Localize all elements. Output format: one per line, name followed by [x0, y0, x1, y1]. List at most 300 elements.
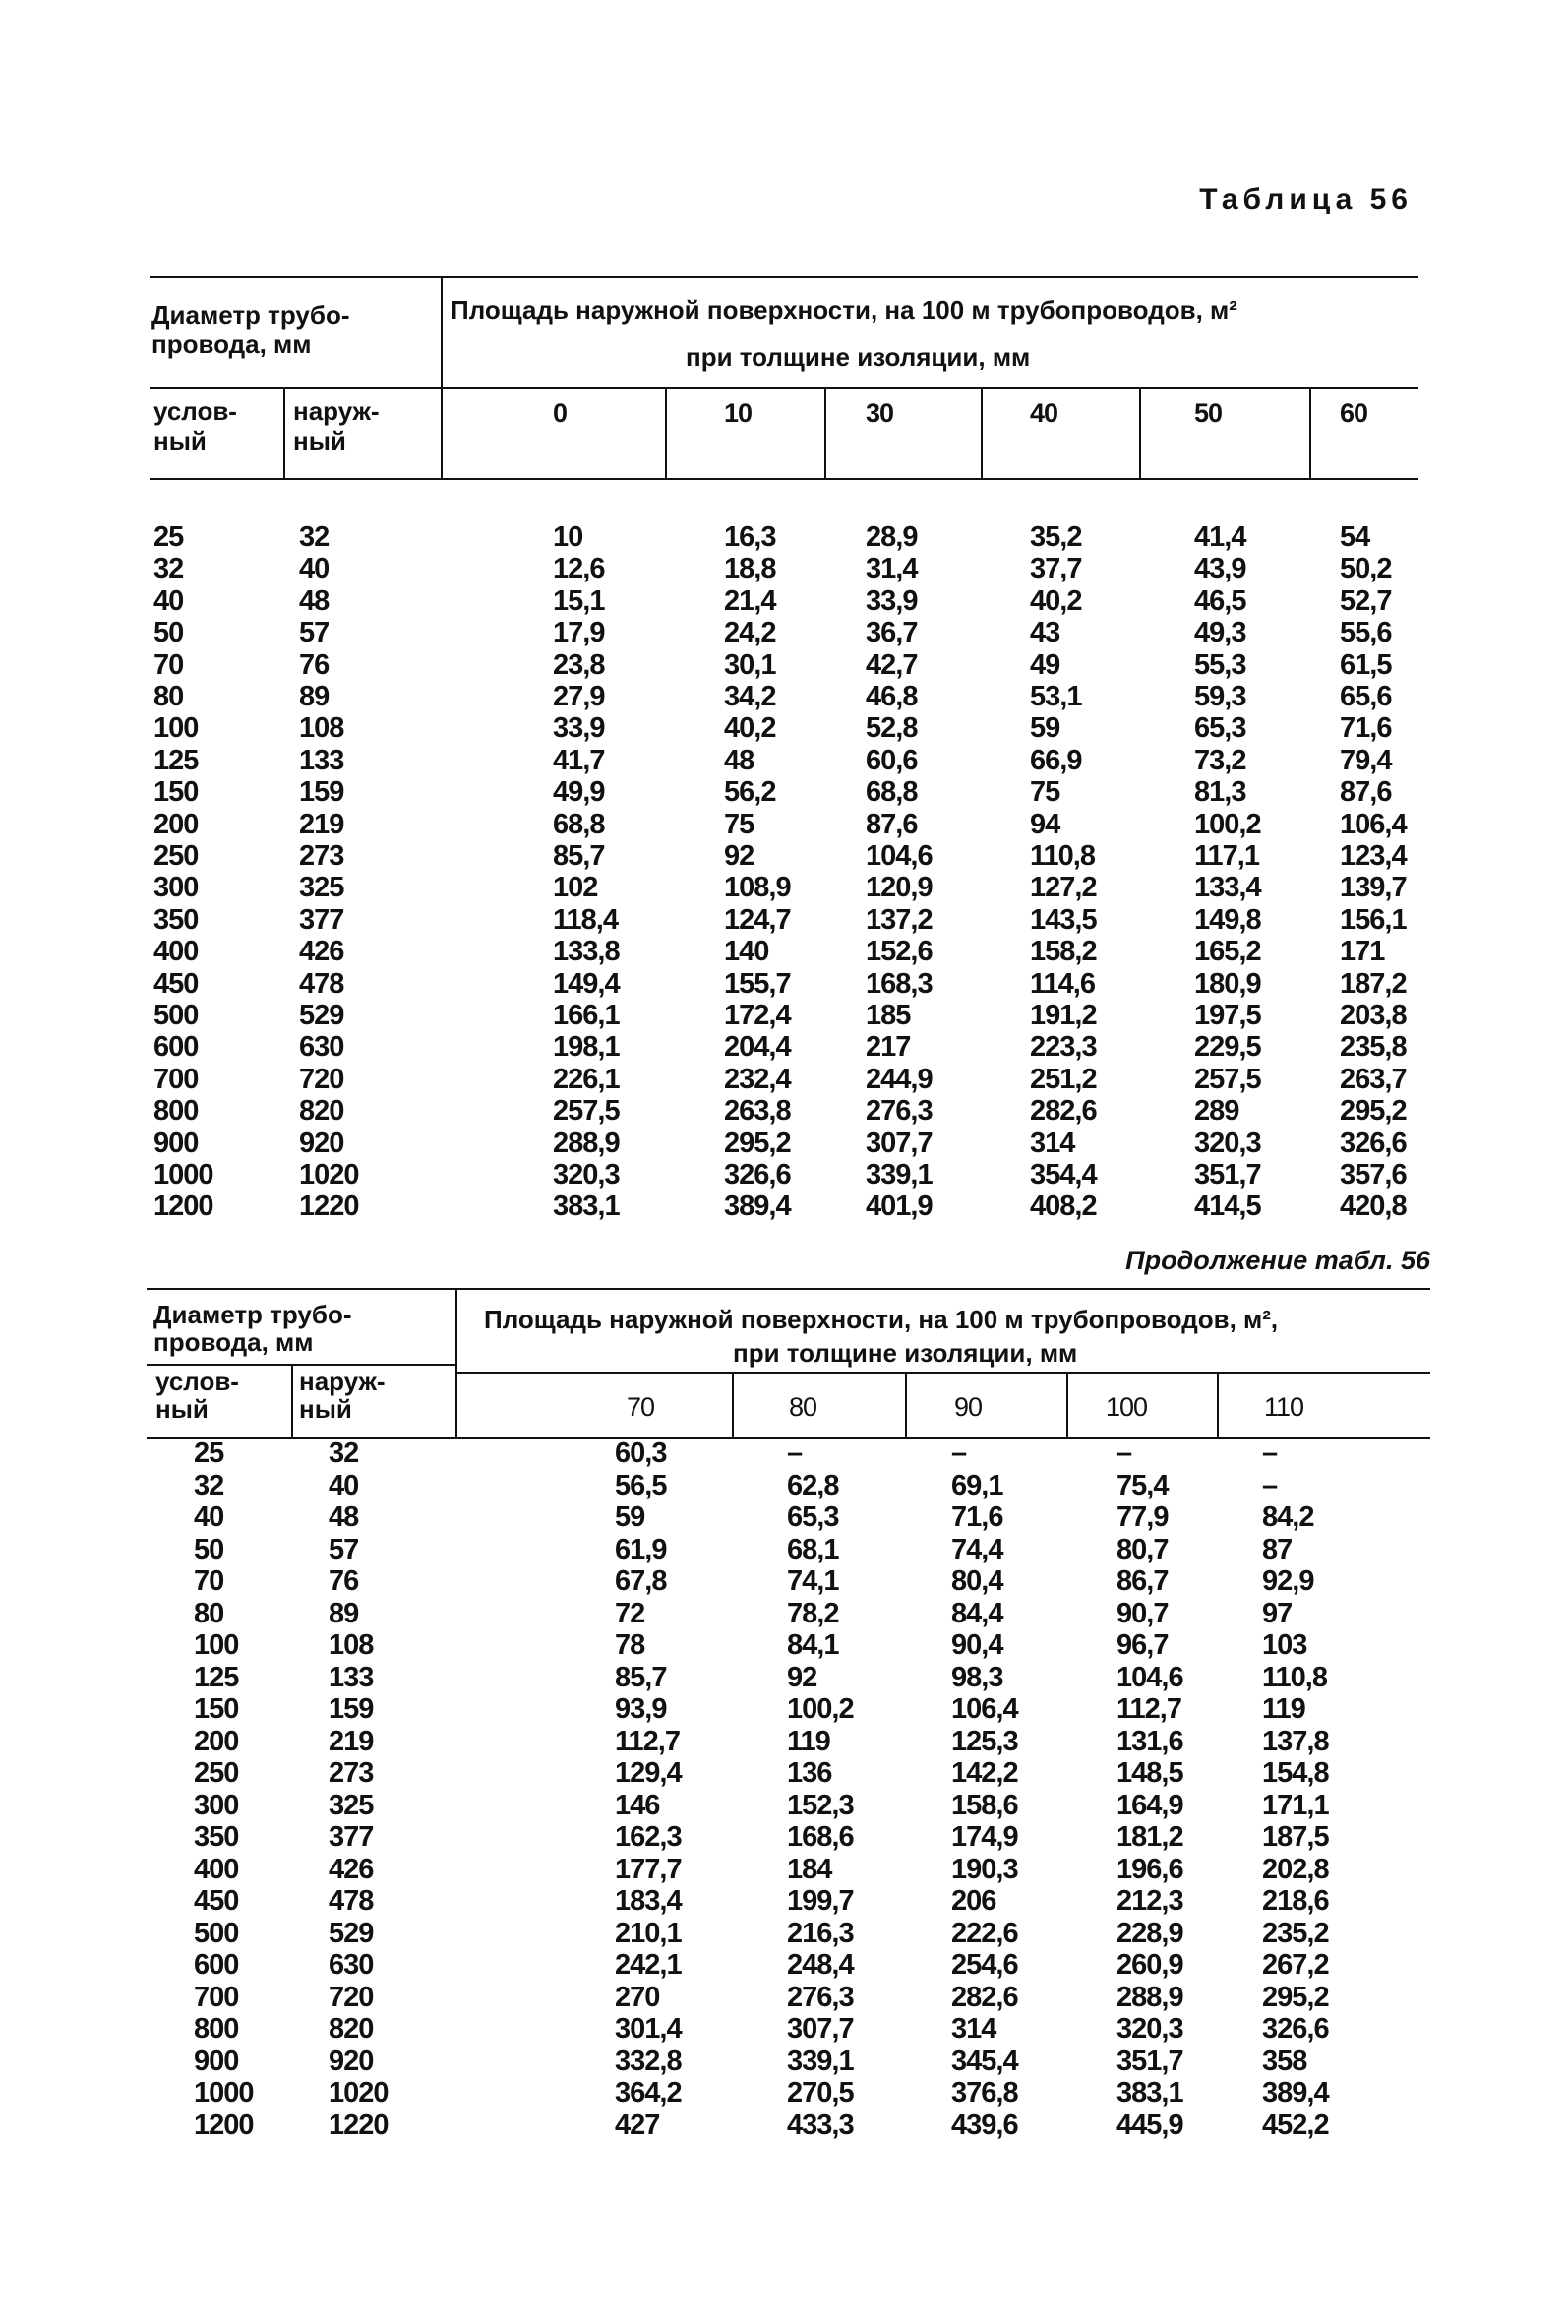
table-cell: 320,3	[1116, 2013, 1183, 2045]
table-cell: 204,4	[724, 1031, 791, 1064]
table-cell: 23,8	[553, 648, 605, 681]
rule	[441, 278, 443, 480]
table-cell: 137,2	[866, 903, 933, 936]
table-cell: 52,8	[866, 712, 918, 745]
table-cell: 325	[329, 1789, 374, 1821]
thickness-header: 100	[1106, 1392, 1148, 1422]
thickness-header: 80	[789, 1392, 817, 1422]
table-cell: 36,7	[866, 617, 918, 649]
table-cell: 56,5	[615, 1469, 667, 1501]
table-cell: 171	[1340, 936, 1385, 968]
table-cell: 108,9	[724, 872, 791, 904]
table-cell: 92,9	[1262, 1565, 1314, 1597]
header-line: Диаметр трубо-	[153, 1300, 352, 1329]
table-cell: 254,6	[951, 1949, 1018, 1981]
table-cell: 75,4	[1116, 1469, 1169, 1501]
rule	[665, 389, 667, 480]
table-cell: –	[787, 1437, 803, 1469]
table-cell: 1000	[194, 2077, 254, 2109]
table-cell: 377	[329, 1821, 374, 1853]
table-cell: 345,4	[951, 2045, 1018, 2077]
table-cell: 40	[153, 584, 184, 617]
table-cell: 171,1	[1262, 1789, 1329, 1821]
table-cell: 630	[299, 1031, 344, 1064]
table-cell: 125	[194, 1661, 239, 1693]
table-cell: 108	[299, 712, 344, 745]
col-outer	[299, 1368, 386, 1423]
area-header-line-1: Площадь наружной поверхности, на 100 м трубопроводов, м²,	[484, 1305, 1279, 1334]
table-cell: 133,8	[553, 936, 620, 968]
table-cell: 260,9	[1116, 1949, 1183, 1981]
table-cell: 78	[615, 1629, 645, 1661]
rule	[1066, 1374, 1068, 1437]
table-cell: 426	[299, 936, 344, 968]
table-cell: 120,9	[866, 872, 933, 904]
table-cell: 68,8	[553, 808, 605, 840]
table-cell: 68,1	[787, 1533, 839, 1565]
table-cell: 49,9	[553, 776, 605, 809]
table-cell: 198,1	[553, 1031, 620, 1064]
table-cell: 85,7	[615, 1661, 667, 1693]
table-cell: 300	[153, 872, 199, 904]
table-cell: 800	[153, 1095, 199, 1128]
table-cell: 820	[299, 1095, 344, 1128]
area-header-line-2: при толщине изоляции, мм	[686, 342, 1031, 372]
table-cell: 71,6	[951, 1501, 1003, 1533]
table-cell: 133	[329, 1661, 374, 1693]
table-cell: 700	[153, 1063, 199, 1095]
table-cell: 162,3	[615, 1821, 682, 1853]
table-cell: 376,8	[951, 2077, 1018, 2109]
table-cell: 25	[194, 1437, 224, 1469]
table-cell: 295,2	[1340, 1095, 1407, 1128]
table-cell: 288,9	[1116, 1981, 1183, 2013]
table-cell: 46,5	[1194, 584, 1246, 617]
table-cell: 48	[724, 744, 754, 776]
thickness-header: 90	[954, 1392, 983, 1422]
table-cell: 389,4	[1262, 2077, 1329, 2109]
table-cell: 191,2	[1030, 1000, 1097, 1031]
table-cell: 203,8	[1340, 1000, 1407, 1031]
header-line: Диаметр трубо-	[151, 300, 350, 330]
table-cell: 295,2	[1262, 1981, 1329, 2013]
table-cell: 129,4	[615, 1757, 682, 1789]
table-cell: 216,3	[787, 1917, 854, 1949]
table-cell: 96,7	[1116, 1629, 1169, 1661]
table-cell: 219	[299, 808, 344, 840]
table-cell: 263,8	[724, 1095, 791, 1128]
table-cell: 43	[1030, 617, 1060, 649]
table-cell: 97	[1262, 1597, 1293, 1629]
table-cell: 420,8	[1340, 1191, 1407, 1223]
table-cell: 37,7	[1030, 553, 1082, 585]
header-line: ный	[153, 426, 207, 456]
table-cell: –	[1116, 1437, 1132, 1469]
table-cell: 80,4	[951, 1565, 1003, 1597]
header-line: провода, мм	[153, 1327, 314, 1357]
table-cell: 76	[299, 648, 330, 681]
table-cell: 69,1	[951, 1469, 1003, 1501]
table-cell: 267,2	[1262, 1949, 1329, 1981]
rule	[824, 389, 826, 480]
table-cell: 89	[329, 1597, 359, 1629]
table-cell: 257,5	[1194, 1063, 1261, 1095]
table-cell: 152,6	[866, 936, 933, 968]
table-cell: 307,7	[787, 2013, 854, 2045]
table-cell: 100	[153, 712, 199, 745]
table-cell: 185	[866, 1000, 911, 1031]
table-cell: 57	[329, 1533, 359, 1565]
table-cell: 174,9	[951, 1821, 1018, 1853]
table-cell: 52,7	[1340, 584, 1392, 617]
table-cell: 218,6	[1262, 1885, 1329, 1917]
diameter-header	[153, 1301, 352, 1356]
diameter-header	[151, 300, 350, 359]
table-cell: 137,8	[1262, 1725, 1329, 1757]
table-cell: 32	[329, 1437, 359, 1469]
table-cell: 84,4	[951, 1597, 1003, 1629]
table-cell: 79,4	[1340, 744, 1392, 776]
table-cell: 70	[194, 1565, 224, 1597]
table-cell: 181,2	[1116, 1821, 1183, 1853]
table-cell: 229,5	[1194, 1031, 1261, 1064]
table-cell: 77,9	[1116, 1501, 1169, 1533]
table-cell: 18,8	[724, 553, 776, 585]
table-cell: 450	[194, 1885, 239, 1917]
table-cell: 59	[1030, 712, 1060, 745]
table-cell: 33,9	[553, 712, 605, 745]
table-cell: 53,1	[1030, 681, 1082, 712]
table-cell: 383,1	[553, 1191, 620, 1223]
table-cell: 242,1	[615, 1949, 682, 1981]
table-cell: 251,2	[1030, 1063, 1097, 1095]
table-cell: 200	[153, 808, 199, 840]
table-cell: 326,6	[1340, 1127, 1407, 1159]
table-cell: 34,2	[724, 681, 776, 712]
table-cell: 190,3	[951, 1853, 1018, 1885]
table-cell: 104,6	[866, 840, 933, 872]
area-header-line-2: при толщине изоляции, мм	[733, 1338, 1078, 1368]
table-cell: 358	[1262, 2045, 1307, 2077]
table-cell: 164,9	[1116, 1789, 1183, 1821]
table-cell: 57	[299, 617, 330, 649]
table-cell: 288,9	[553, 1127, 620, 1159]
table-cell: 228,9	[1116, 1917, 1183, 1949]
table-cell: 102	[553, 872, 598, 904]
table-cell: 156,1	[1340, 903, 1407, 936]
table-cell: 143,5	[1030, 903, 1097, 936]
table-cell: 295,2	[724, 1127, 791, 1159]
table-cell: 1200	[194, 2109, 254, 2141]
table-cell: 90,7	[1116, 1597, 1169, 1629]
table-cell: 150	[153, 776, 199, 809]
table-cell: 426	[329, 1853, 374, 1885]
table-cell: 500	[153, 1000, 199, 1031]
table-cell: 48	[299, 584, 330, 617]
rule	[150, 387, 1418, 389]
table-cell: 112,7	[615, 1725, 680, 1757]
table-cell: 40	[329, 1469, 359, 1501]
table-cell: 87,6	[866, 808, 918, 840]
table-cell: 84,1	[787, 1629, 839, 1661]
table-cell: 920	[299, 1127, 344, 1159]
table-cell: 90,4	[951, 1629, 1003, 1661]
table-cell: 184	[787, 1853, 832, 1885]
table-cell: 131,6	[1116, 1725, 1183, 1757]
table-cell: 119	[787, 1725, 830, 1757]
table-cell: 32	[194, 1469, 224, 1501]
table-cell: 12,6	[553, 553, 605, 585]
table-cell: 445,9	[1116, 2109, 1183, 2141]
table-cell: 140	[724, 936, 769, 968]
table-cell: 152,3	[787, 1789, 854, 1821]
header-line: услов-	[155, 1367, 239, 1396]
table-cell: 700	[194, 1981, 239, 2013]
table-cell: 75	[724, 808, 754, 840]
table-cell: 427	[615, 2109, 660, 2141]
table-cell: 339,1	[787, 2045, 854, 2077]
table-cell: 125,3	[951, 1725, 1018, 1757]
table-cell: 202,8	[1262, 1853, 1329, 1885]
table-cell: 1200	[153, 1191, 213, 1223]
table-cell: 351,7	[1194, 1159, 1261, 1191]
table-cell: 27,9	[553, 681, 605, 712]
table-cell: 257,5	[553, 1095, 620, 1128]
table-cell: 154,8	[1262, 1757, 1329, 1789]
table-cell: 900	[153, 1127, 199, 1159]
table-cell: 177,7	[615, 1853, 682, 1885]
rule	[147, 1288, 1430, 1290]
rule	[150, 478, 1418, 480]
col-outer	[293, 397, 380, 456]
table-cell: 600	[194, 1949, 239, 1981]
rule	[147, 1364, 455, 1366]
thickness-header: 10	[724, 398, 753, 428]
table-cell: 1220	[299, 1191, 359, 1223]
thickness-header: 70	[627, 1392, 655, 1422]
table-cell: 301,4	[615, 2013, 682, 2045]
rule	[732, 1374, 734, 1437]
table-cell: 720	[299, 1063, 344, 1095]
table-cell: 408,2	[1030, 1191, 1097, 1223]
table-cell: 92	[787, 1661, 817, 1693]
table-cell: 104,6	[1116, 1661, 1183, 1693]
table-cell: 49,3	[1194, 617, 1246, 649]
table-cell: 16,3	[724, 521, 776, 553]
table-cell: 41,7	[553, 744, 605, 776]
table-cell: 217	[866, 1031, 911, 1064]
table-cell: 1020	[299, 1159, 359, 1191]
table-cell: 300	[194, 1789, 239, 1821]
table-cell: 25	[153, 521, 184, 553]
col-conditional	[153, 397, 237, 456]
thickness-header: 40	[1030, 398, 1058, 428]
table-cell: 35,2	[1030, 521, 1082, 553]
table-cell: 187,2	[1340, 967, 1407, 1000]
table-cell: 110,8	[1262, 1661, 1327, 1693]
table-cell: 73,2	[1194, 744, 1246, 776]
table-cell: 123,4	[1340, 840, 1407, 872]
table-cell: 136	[787, 1757, 832, 1789]
table-cell: 142,2	[951, 1757, 1018, 1789]
table-cell: 529	[329, 1917, 374, 1949]
table-cell: 196,6	[1116, 1853, 1183, 1885]
table-cell: 87,6	[1340, 776, 1392, 809]
table-cell: 282,6	[951, 1981, 1018, 2013]
table-cell: 159	[299, 776, 344, 809]
rule	[291, 1366, 293, 1437]
rule	[981, 389, 983, 480]
table-cell: 199,7	[787, 1885, 854, 1917]
table-cell: 117,1	[1194, 840, 1259, 872]
table-cell: 118,4	[553, 903, 618, 936]
table-cell: 67,8	[615, 1565, 667, 1597]
table-cell: 32	[153, 553, 184, 585]
rule	[283, 389, 285, 480]
rule	[455, 1290, 457, 1437]
table-cell: 61,5	[1340, 648, 1392, 681]
table-cell: 1020	[329, 2077, 389, 2109]
table-cell: 80,7	[1116, 1533, 1169, 1565]
table-cell: 820	[329, 2013, 374, 2045]
table-cell: 155,7	[724, 967, 791, 1000]
table-cell: 478	[329, 1885, 374, 1917]
table-cell: 187,5	[1262, 1821, 1329, 1853]
header-line: ный	[299, 1394, 352, 1424]
table-cell: 250	[194, 1757, 239, 1789]
table-cell: 325	[299, 872, 344, 904]
table-cell: 87	[1262, 1533, 1293, 1565]
area-header-line-1: Площадь наружной поверхности, на 100 м трубопроводов, м²	[451, 295, 1237, 325]
table-cell: 46,8	[866, 681, 918, 712]
table-cell: 89	[299, 681, 330, 712]
table-cell: 232,4	[724, 1063, 791, 1095]
thickness-header: 50	[1194, 398, 1223, 428]
table-cell: 54	[1340, 521, 1370, 553]
table-cell: 273	[329, 1757, 374, 1789]
header-line: ный	[293, 426, 346, 456]
table-cell: 351,7	[1116, 2045, 1183, 2077]
table-cell: 452,2	[1262, 2109, 1329, 2141]
table-cell: 50	[194, 1533, 224, 1565]
table-cell: 127,2	[1030, 872, 1097, 904]
table-cell: 364,2	[615, 2077, 682, 2109]
table-cell: 49	[1030, 648, 1060, 681]
table-cell: 42,7	[866, 648, 918, 681]
table-cell: 235,2	[1262, 1917, 1329, 1949]
table-cell: 276,3	[866, 1095, 933, 1128]
table-cell: 92	[724, 840, 754, 872]
table-cell: 168,3	[866, 967, 933, 1000]
table-cell: 55,3	[1194, 648, 1246, 681]
table-cell: 263,7	[1340, 1063, 1407, 1095]
rule	[455, 1372, 1430, 1374]
table-cell: 1220	[329, 2109, 389, 2141]
table-cell: 200	[194, 1725, 239, 1757]
table-cell: 720	[329, 1981, 374, 2013]
table-cell: 357,6	[1340, 1159, 1407, 1191]
table-cell: 60,6	[866, 744, 918, 776]
table-cell: 70	[153, 648, 184, 681]
rule	[1139, 389, 1141, 480]
table-cell: 320,3	[1194, 1127, 1261, 1159]
table-cell: 100,2	[787, 1693, 854, 1725]
table-cell: 168,6	[787, 1821, 854, 1853]
table-cell: 235,8	[1340, 1031, 1407, 1064]
table-cell: 55,6	[1340, 617, 1392, 649]
table-cell: 93,9	[615, 1693, 667, 1725]
table-cell: 149,4	[553, 967, 620, 1000]
table-cell: 389,4	[724, 1191, 791, 1223]
table-cell: 314	[951, 2013, 996, 2045]
table-cell: 78,2	[787, 1597, 839, 1629]
table-cell: 166,1	[553, 1000, 620, 1031]
table-cell: 183,4	[615, 1885, 682, 1917]
table-cell: 85,7	[553, 840, 605, 872]
table-cell: 133	[299, 744, 344, 776]
table-cell: 10	[553, 521, 583, 553]
table-cell: 158,2	[1030, 936, 1097, 968]
table-cell: 75	[1030, 776, 1060, 809]
table-cell: 165,2	[1194, 936, 1261, 968]
table-cell: 273	[299, 840, 344, 872]
table-cell: 61,9	[615, 1533, 667, 1565]
table-cell: 270,5	[787, 2077, 854, 2109]
thickness-header: 60	[1340, 398, 1368, 428]
table-cell: 354,4	[1030, 1159, 1097, 1191]
rule	[905, 1374, 907, 1437]
table-cell: 40	[299, 553, 330, 585]
table-cell: 65,6	[1340, 681, 1392, 712]
table-cell: 80	[194, 1597, 224, 1629]
table-cell: –	[951, 1437, 967, 1469]
table-cell: 41,4	[1194, 521, 1246, 553]
table-cell: 81,3	[1194, 776, 1246, 809]
table-cell: 439,6	[951, 2109, 1018, 2141]
table-cell: 250	[153, 840, 199, 872]
table-cell: 80	[153, 681, 184, 712]
table-cell: 112,7	[1116, 1693, 1181, 1725]
table-cell: 900	[194, 2045, 239, 2077]
table-cell: 401,9	[866, 1191, 933, 1223]
table-cell: 307,7	[866, 1127, 933, 1159]
table-cell: 21,4	[724, 584, 776, 617]
table-cell: 106,4	[951, 1693, 1018, 1725]
table-title: Таблица 56	[1199, 183, 1413, 215]
table-cell: 433,3	[787, 2109, 854, 2141]
table-cell: 400	[194, 1853, 239, 1885]
table-cell: 28,9	[866, 521, 918, 553]
table-cell: 43,9	[1194, 553, 1246, 585]
table-cell: 212,3	[1116, 1885, 1183, 1917]
table-cell: 119	[1262, 1693, 1305, 1725]
table-cell: 133,4	[1194, 872, 1261, 904]
table-cell: 94	[1030, 808, 1060, 840]
table-cell: 244,9	[866, 1063, 933, 1095]
table-cell: 98,3	[951, 1661, 1003, 1693]
table-cell: 50,2	[1340, 553, 1392, 585]
table-cell: 59,3	[1194, 681, 1246, 712]
table-cell: 206	[951, 1885, 996, 1917]
table-cell: 223,3	[1030, 1031, 1097, 1064]
table-cell: 103	[1262, 1629, 1307, 1661]
table-cell: 377	[299, 903, 344, 936]
table-cell: 800	[194, 2013, 239, 2045]
table-cell: 33,9	[866, 584, 918, 617]
table-cell: 100,2	[1194, 808, 1261, 840]
table-cell: 222,6	[951, 1917, 1018, 1949]
table-cell: 320,3	[553, 1159, 620, 1191]
